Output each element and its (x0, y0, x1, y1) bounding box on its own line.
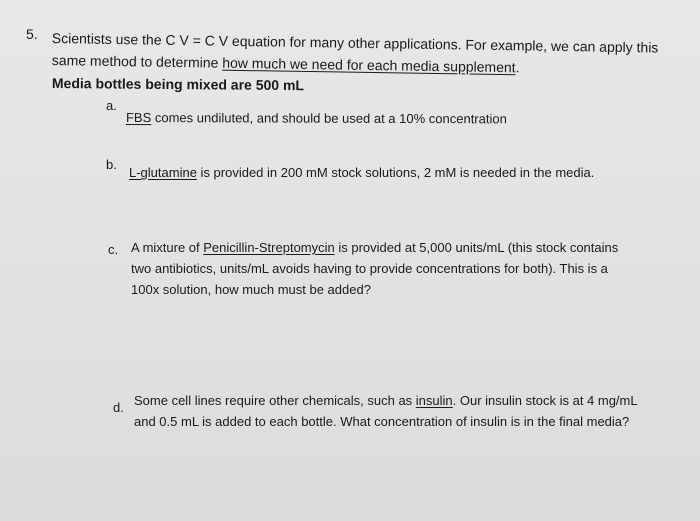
part-c-line-3: 100x solution, how much must be added? (131, 282, 371, 297)
part-c-line-1 (131, 240, 618, 255)
part-c-line-2: two antibiotics, units/mL avoids having to provide concentrations for both). This is a (131, 261, 608, 276)
part-d-term: insulin (415, 393, 453, 408)
part-a-text (126, 110, 507, 126)
question-intro-line-1 (52, 30, 659, 56)
part-a-term: FBS (125, 110, 152, 126)
part-d-label: d. (113, 400, 124, 415)
part-c-term: Penicillin-Streptomycin (203, 240, 335, 255)
part-c-label: c. (108, 242, 119, 257)
question-intro-underlined: how much we need for each media supplement (222, 54, 516, 76)
part-b-text (129, 165, 594, 180)
part-b-term: L-glutamine (129, 165, 197, 180)
question-intro-line-3-bold: Media bottles being mixed are 500 mL (51, 75, 305, 94)
part-b-label: b. (106, 157, 117, 172)
question-number: 5. (26, 26, 38, 42)
part-a-rest: comes undiluted, and should be used at a 10% concentration (151, 110, 507, 127)
part-d-pre: Some cell lines require other chemicals, such as (134, 393, 416, 408)
part-d-line-1 (134, 393, 638, 408)
question-intro-line-2 (52, 52, 520, 75)
question-intro-text-pre: same method to determine (51, 52, 223, 71)
part-a-label: a. (106, 98, 117, 113)
question-intro-text: Scientists use the C V = C V equation for many other applications. For example, we can apply this (51, 30, 659, 56)
part-b-rest: is provided in 200 mM stock solutions, 2 mM is needed in the media. (196, 165, 595, 180)
part-d-line-2: and 0.5 mL is added to each bottle. What concentration of insulin is in the final media? (134, 414, 630, 429)
part-d-line1-rest: . Our insulin stock is at 4 mg/mL (452, 393, 638, 408)
question-intro-text-post: . (515, 59, 520, 76)
part-c-pre: A mixture of (131, 240, 204, 255)
part-c-line1-rest: is provided at 5,000 units/mL (this stock contains (334, 240, 619, 255)
